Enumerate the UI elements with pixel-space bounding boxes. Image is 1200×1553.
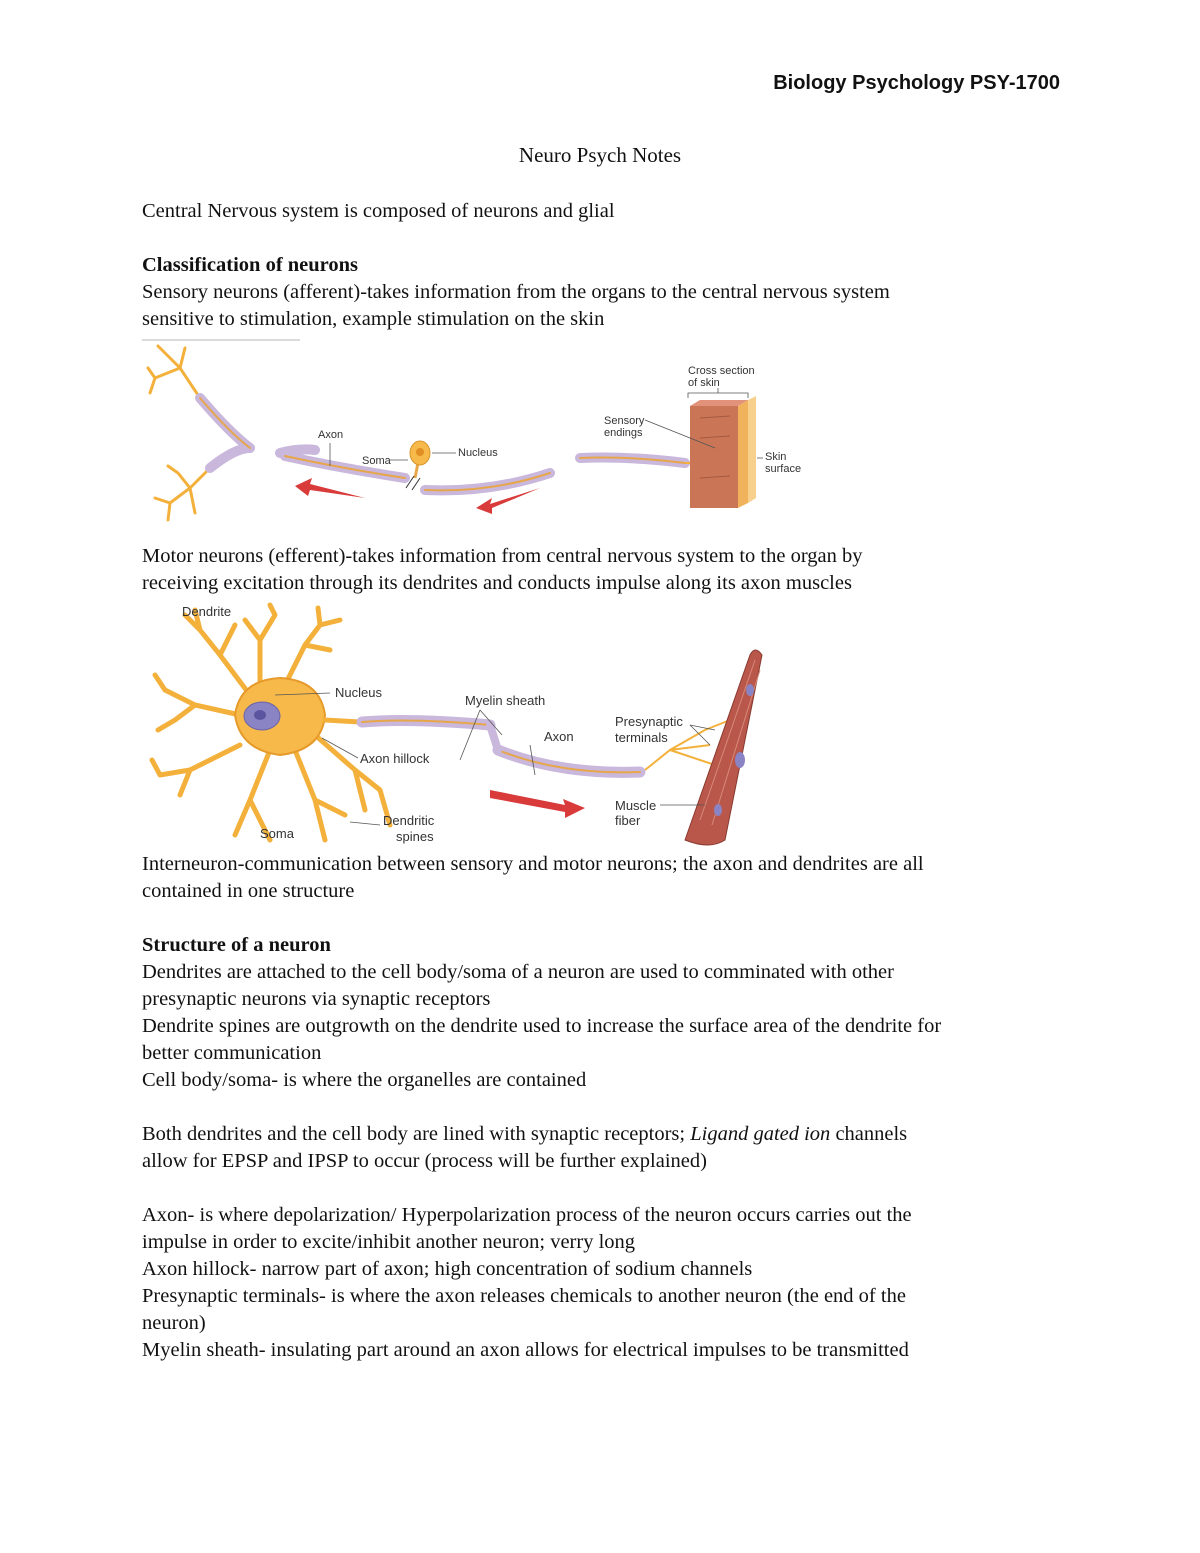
nucleus-label: Nucleus — [335, 685, 382, 700]
soma-label: Soma — [362, 455, 391, 467]
hillock-text: Axon hillock- narrow part of axon; high concentration of sodium channels — [142, 1258, 753, 1280]
sensory-neuron-figure — [140, 338, 820, 528]
motor-text-line-1: Motor neurons (efferent)-takes information from central nervous system to the organ by — [142, 545, 863, 567]
terminals-text-line-1: Presynaptic terminals- is where the axon releases chemicals to another neuron (the end of the — [142, 1285, 906, 1307]
sensory-dendrites — [148, 346, 210, 520]
sensory-text-line-1: Sensory neurons (afferent)-takes information from the organs to the central nervous system — [142, 281, 890, 303]
skin-cross-section — [690, 396, 756, 508]
cross-section-label-1: Cross section — [688, 365, 755, 377]
axon-text-line-2: impulse in order to excite/inhibit another neuron; verry long — [142, 1231, 636, 1253]
muscle-fiber-label-2: fiber — [615, 813, 641, 828]
receptors-text-a: Both dendrites and the cell body are lined with synaptic receptors; — [142, 1123, 691, 1145]
motor-arrow — [490, 790, 585, 818]
course-header: Biology Psychology PSY-1700 — [773, 72, 1060, 94]
dendrite-label: Dendrite — [182, 604, 232, 619]
myelin-text: Myelin sheath- insulating part around an axon allows for electrical impulses to be transmitted — [142, 1339, 909, 1361]
receptors-text-b: channels — [830, 1123, 908, 1145]
skin-surface-label-2: surface — [765, 463, 802, 475]
sensory-endings-label-1: Sensory — [604, 415, 645, 427]
presynaptic-terminals-label-1: Presynaptic — [615, 714, 683, 729]
sensory-axon — [200, 398, 685, 490]
muscle-fiber-label-1: Muscle — [615, 798, 657, 813]
dendrites-text-line-2: presynaptic neurons via synaptic receptors — [142, 988, 491, 1010]
receptors-text-italic: Ligand gated ion — [690, 1123, 831, 1145]
classification-heading: Classification of neurons — [142, 254, 359, 276]
terminals-text-line-2: neuron) — [142, 1312, 206, 1334]
presynaptic-terminals-label-2: terminals — [615, 730, 668, 745]
dendritic-spines-label-1: Dendritic — [383, 813, 435, 828]
motor-text-line-2: receiving excitation through its dendrites and conducts impulse along its axon muscles — [142, 572, 852, 594]
skin-surface-label-1: Skin — [765, 451, 787, 463]
spines-text-line-1: Dendrite spines are outgrowth on the dendrite used to increase the surface area of the dendrite for — [142, 1015, 942, 1037]
interneuron-text-line-2: contained in one structure — [142, 880, 355, 902]
axon-label: Axon — [318, 429, 344, 441]
cross-section-label-2: of skin — [688, 377, 720, 389]
motor-soma — [235, 678, 325, 755]
receptors-text-line-2: allow for EPSP and IPSP to occur (process will be further explained) — [142, 1150, 707, 1172]
receptors-text-line-1 — [142, 1121, 1082, 1148]
motor-neuron-figure — [140, 600, 800, 850]
spines-text-line-2: better communication — [142, 1042, 322, 1064]
axon-hillock-label: Axon hillock — [360, 751, 430, 766]
sensory-text-line-2: sensitive to stimulation, example stimulation on the skin — [142, 308, 605, 330]
intro-text: Central Nervous system is composed of neurons and glial — [142, 200, 615, 222]
structure-heading: Structure of a neuron — [142, 934, 331, 956]
sensory-soma — [410, 441, 430, 478]
sensory-endings-label-2: endings — [604, 427, 643, 439]
soma-text: Cell body/soma- is where the organelles are contained — [142, 1069, 587, 1091]
axon-text-line-1: Axon- is where depolarization/ Hyperpolarization process of the neuron occurs carries out the — [142, 1204, 912, 1226]
interneuron-text-line-1: Interneuron-communication between sensory and motor neurons; the axon and dendrites are all — [142, 853, 924, 875]
axon-label: Axon — [544, 729, 574, 744]
nucleus-label: Nucleus — [458, 447, 498, 459]
dendrites-text-line-1: Dendrites are attached to the cell body/soma of a neuron are used to comminated with other — [142, 961, 894, 983]
dendritic-spines-label-2: spines — [396, 829, 434, 844]
myelin-sheath-label: Myelin sheath — [465, 693, 546, 708]
page-title: Neuro Psych Notes — [518, 143, 682, 167]
soma-label: Soma — [260, 826, 294, 841]
